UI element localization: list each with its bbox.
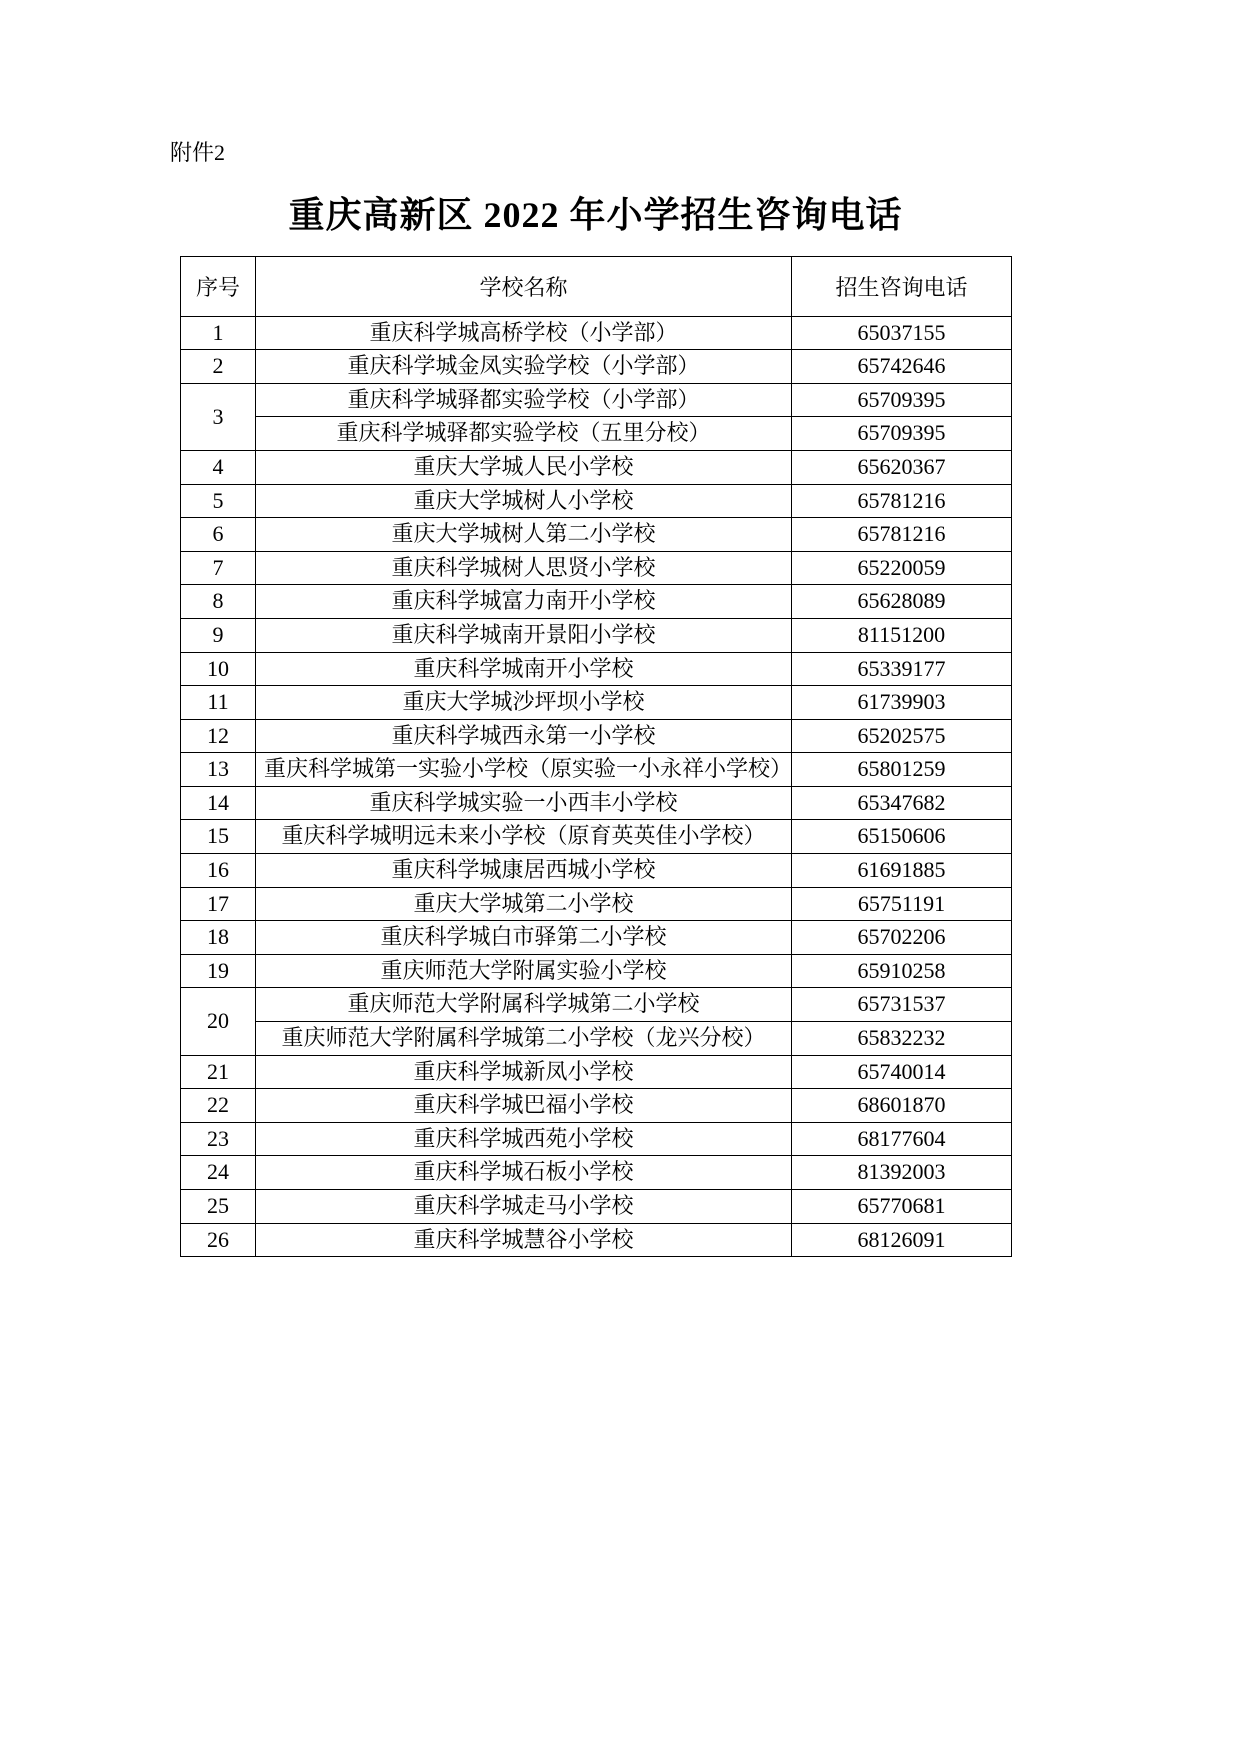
table-row xyxy=(181,753,1012,787)
serial-number-cell: 17 xyxy=(181,887,256,921)
phone-number-cell: 68126091 xyxy=(792,1223,1012,1257)
school-name-cell: 重庆大学城树人第二小学校 xyxy=(256,518,792,552)
table-row xyxy=(181,719,1012,753)
phone-number-cell: 65220059 xyxy=(792,551,1012,585)
school-name-cell: 重庆大学城第二小学校 xyxy=(256,887,792,921)
table-row xyxy=(181,854,1012,888)
serial-number-cell: 13 xyxy=(181,753,256,787)
table-row xyxy=(181,1156,1012,1190)
phone-number-cell: 61739903 xyxy=(792,686,1012,720)
school-name-cell: 重庆科学城慧谷小学校 xyxy=(256,1223,792,1257)
table-row xyxy=(181,686,1012,720)
phone-number-cell: 65770681 xyxy=(792,1190,1012,1224)
serial-number-cell: 15 xyxy=(181,820,256,854)
serial-number-cell: 16 xyxy=(181,854,256,888)
table-header-row xyxy=(181,256,1012,316)
phone-number-cell: 65832232 xyxy=(792,1022,1012,1056)
table-row xyxy=(181,585,1012,619)
school-name-cell: 重庆科学城康居西城小学校 xyxy=(256,854,792,888)
phone-number-cell: 65037155 xyxy=(792,316,1012,350)
serial-number-cell: 24 xyxy=(181,1156,256,1190)
school-name-cell: 重庆科学城富力南开小学校 xyxy=(256,585,792,619)
school-name-cell: 重庆科学城明远未来小学校（原育英英佳小学校） xyxy=(256,820,792,854)
phone-number-cell: 65751191 xyxy=(792,887,1012,921)
serial-number-cell: 4 xyxy=(181,450,256,484)
serial-number-cell: 6 xyxy=(181,518,256,552)
table-row xyxy=(181,820,1012,854)
table-row xyxy=(181,652,1012,686)
phone-number-cell: 68177604 xyxy=(792,1122,1012,1156)
phone-number-cell: 65801259 xyxy=(792,753,1012,787)
school-name-cell: 重庆科学城金凤实验学校（小学部） xyxy=(256,350,792,384)
serial-number-cell: 25 xyxy=(181,1190,256,1224)
school-name-cell: 重庆科学城西苑小学校 xyxy=(256,1122,792,1156)
phone-number-cell: 65731537 xyxy=(792,988,1012,1022)
header-serial-number: 序号 xyxy=(181,256,256,316)
header-phone: 招生咨询电话 xyxy=(792,256,1012,316)
school-name-cell: 重庆大学城沙坪坝小学校 xyxy=(256,686,792,720)
serial-number-cell: 11 xyxy=(181,686,256,720)
school-name-cell: 重庆科学城实验一小西丰小学校 xyxy=(256,786,792,820)
phone-number-cell: 68601870 xyxy=(792,1089,1012,1123)
table-row xyxy=(181,988,1012,1022)
school-name-cell: 重庆科学城新凤小学校 xyxy=(256,1055,792,1089)
table-row xyxy=(181,450,1012,484)
phone-number-cell: 81392003 xyxy=(792,1156,1012,1190)
serial-number-cell: 22 xyxy=(181,1089,256,1123)
table-row xyxy=(181,954,1012,988)
school-name-cell: 重庆科学城西永第一小学校 xyxy=(256,719,792,753)
serial-number-cell: 9 xyxy=(181,618,256,652)
phone-number-cell: 65339177 xyxy=(792,652,1012,686)
table-row xyxy=(181,350,1012,384)
phone-number-cell: 65620367 xyxy=(792,450,1012,484)
school-name-cell: 重庆大学城树人小学校 xyxy=(256,484,792,518)
attachment-label: 附件2 xyxy=(170,140,226,165)
serial-number-cell: 26 xyxy=(181,1223,256,1257)
phone-number-cell: 65347682 xyxy=(792,786,1012,820)
serial-number-cell: 1 xyxy=(181,316,256,350)
serial-number-cell: 7 xyxy=(181,551,256,585)
table-row xyxy=(181,518,1012,552)
school-name-cell: 重庆科学城高桥学校（小学部） xyxy=(256,316,792,350)
school-name-cell: 重庆科学城巴福小学校 xyxy=(256,1089,792,1123)
school-name-cell: 重庆科学城驿都实验学校（五里分校） xyxy=(256,417,792,451)
table-row xyxy=(181,1055,1012,1089)
school-name-cell: 重庆科学城白市驿第二小学校 xyxy=(256,921,792,955)
school-name-cell: 重庆师范大学附属科学城第二小学校 xyxy=(256,988,792,1022)
school-table xyxy=(180,256,1012,1258)
phone-number-cell: 65702206 xyxy=(792,921,1012,955)
header-school-name: 学校名称 xyxy=(256,256,792,316)
school-name-cell: 重庆科学城走马小学校 xyxy=(256,1190,792,1224)
school-name-cell: 重庆大学城人民小学校 xyxy=(256,450,792,484)
phone-number-cell: 65781216 xyxy=(792,484,1012,518)
serial-number-cell: 8 xyxy=(181,585,256,619)
serial-number-cell: 23 xyxy=(181,1122,256,1156)
serial-number-cell: 5 xyxy=(181,484,256,518)
table-row xyxy=(181,786,1012,820)
phone-number-cell: 61691885 xyxy=(792,854,1012,888)
serial-number-cell: 20 xyxy=(181,988,256,1055)
serial-number-cell: 3 xyxy=(181,383,256,450)
table-row xyxy=(181,1223,1012,1257)
table-row xyxy=(181,417,1012,451)
phone-number-cell: 65202575 xyxy=(792,719,1012,753)
school-name-cell: 重庆科学城驿都实验学校（小学部） xyxy=(256,383,792,417)
table-row xyxy=(181,1122,1012,1156)
phone-number-cell: 65709395 xyxy=(792,383,1012,417)
school-name-cell: 重庆科学城南开景阳小学校 xyxy=(256,618,792,652)
school-name-cell: 重庆科学城第一实验小学校（原实验一小永祥小学校） xyxy=(256,753,792,787)
table-row xyxy=(181,551,1012,585)
school-name-cell: 重庆科学城南开小学校 xyxy=(256,652,792,686)
school-name-cell: 重庆科学城树人思贤小学校 xyxy=(256,551,792,585)
page-title: 重庆高新区 2022 年小学招生咨询电话 xyxy=(288,195,903,236)
phone-number-cell: 65628089 xyxy=(792,585,1012,619)
table-row xyxy=(181,618,1012,652)
table-row xyxy=(181,1190,1012,1224)
serial-number-cell: 2 xyxy=(181,350,256,384)
table-row xyxy=(181,484,1012,518)
phone-number-cell: 65781216 xyxy=(792,518,1012,552)
table-row xyxy=(181,1089,1012,1123)
school-name-cell: 重庆科学城石板小学校 xyxy=(256,1156,792,1190)
serial-number-cell: 19 xyxy=(181,954,256,988)
phone-number-cell: 65150606 xyxy=(792,820,1012,854)
phone-number-cell: 65742646 xyxy=(792,350,1012,384)
phone-number-cell: 81151200 xyxy=(792,618,1012,652)
serial-number-cell: 18 xyxy=(181,921,256,955)
phone-number-cell: 65910258 xyxy=(792,954,1012,988)
table-row xyxy=(181,316,1012,350)
serial-number-cell: 10 xyxy=(181,652,256,686)
serial-number-cell: 14 xyxy=(181,786,256,820)
phone-number-cell: 65740014 xyxy=(792,1055,1012,1089)
school-name-cell: 重庆师范大学附属实验小学校 xyxy=(256,954,792,988)
school-table-body xyxy=(181,316,1012,1257)
table-row xyxy=(181,887,1012,921)
serial-number-cell: 21 xyxy=(181,1055,256,1089)
school-name-cell: 重庆师范大学附属科学城第二小学校（龙兴分校） xyxy=(256,1022,792,1056)
serial-number-cell: 12 xyxy=(181,719,256,753)
table-row xyxy=(181,383,1012,417)
phone-number-cell: 65709395 xyxy=(792,417,1012,451)
table-row xyxy=(181,1022,1012,1056)
table-row xyxy=(181,921,1012,955)
